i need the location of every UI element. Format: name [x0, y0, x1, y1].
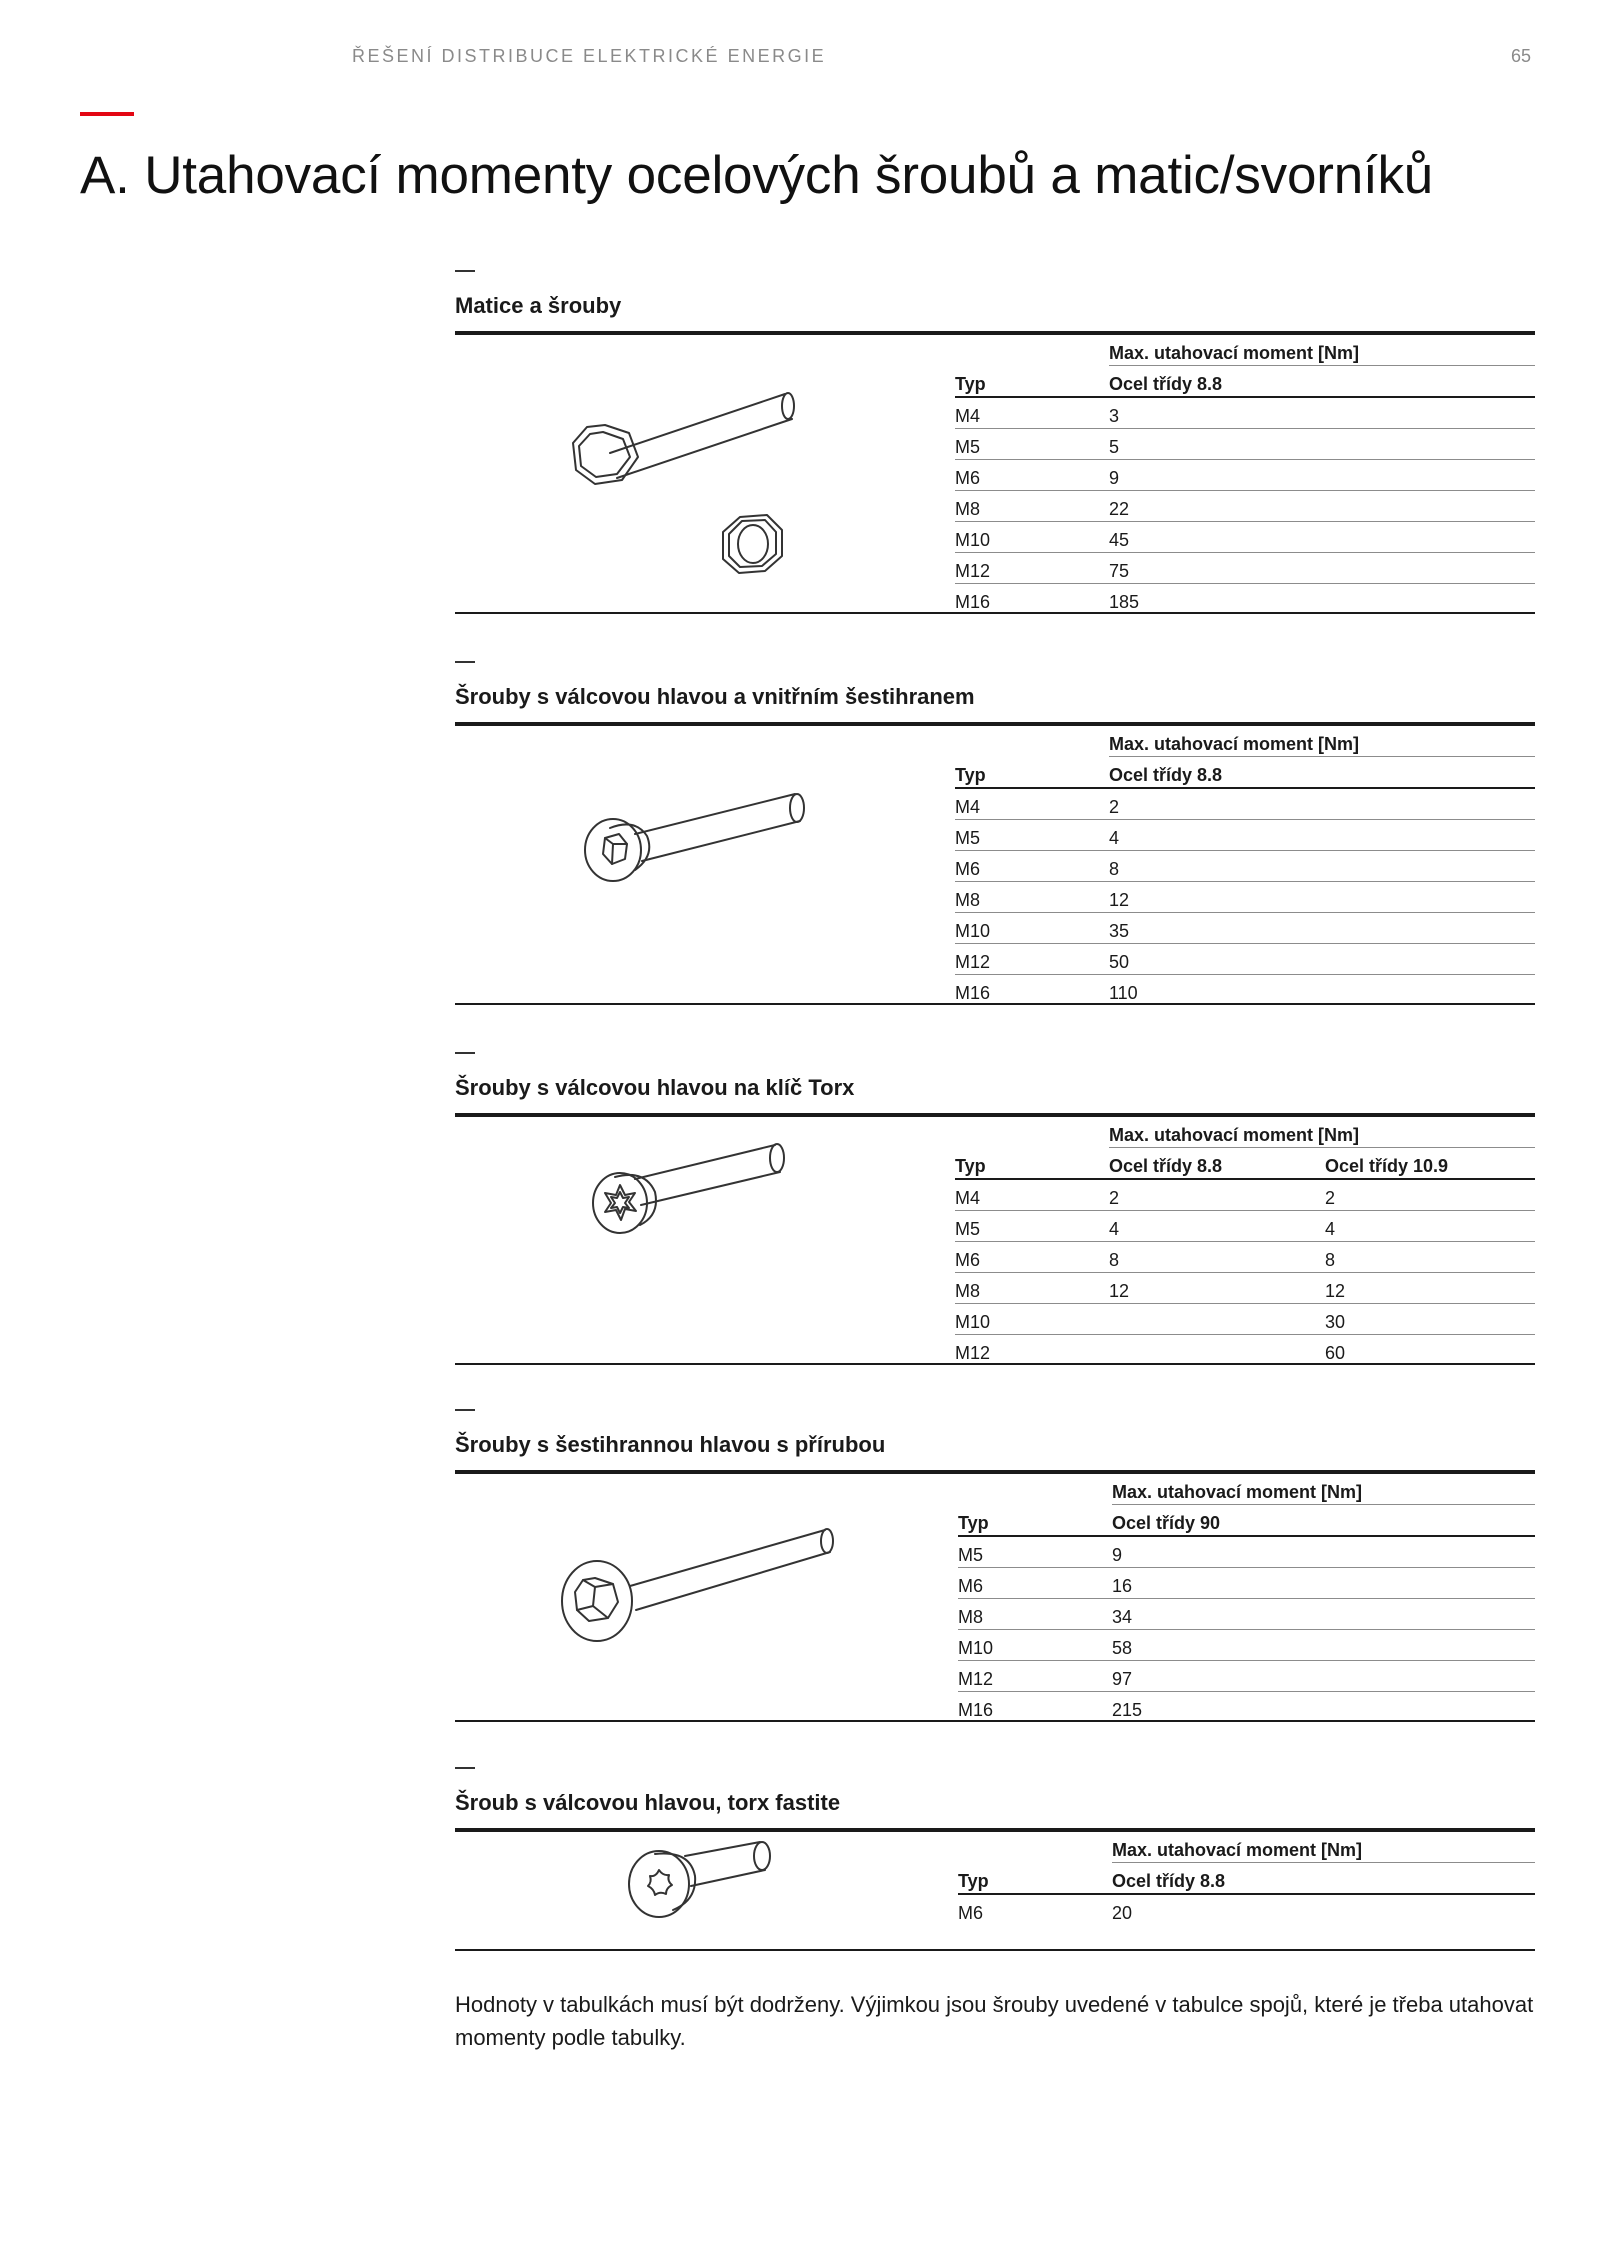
table-row: M4 3	[955, 397, 1535, 429]
table-row: M12 97	[958, 1661, 1535, 1692]
column-header: Ocel třídy 8.8	[1112, 1863, 1535, 1895]
hex-bolt-and-nut-icon	[455, 335, 955, 612]
section-title: Šrouby s válcovou hlavou na klíč Torx	[455, 1075, 855, 1100]
section-title: Šrouby s šestihrannou hlavou s přírubou	[455, 1432, 886, 1457]
section-body	[455, 1828, 1535, 1951]
table-row: M10 35	[955, 913, 1535, 944]
table-row: M12 60	[955, 1343, 1346, 1363]
section-dash	[455, 1409, 475, 1411]
section-body	[455, 331, 1535, 614]
torque-table	[955, 1117, 1535, 1365]
table-row: M6 20	[958, 1903, 1133, 1923]
torque-table	[958, 1832, 1535, 1925]
section-title: Šroub s válcovou hlavou, torx fastite	[455, 1790, 841, 1815]
socket-head-screw-icon	[455, 726, 955, 1003]
table-row: M8 34	[958, 1599, 1535, 1630]
torque-table	[955, 335, 1535, 614]
flange-bolt-icon	[455, 1474, 955, 1720]
table-row: M16 110	[955, 983, 1138, 1003]
table-row: M5 4 4	[955, 1211, 1535, 1242]
table-row: M8 22	[955, 491, 1535, 522]
section-dash	[455, 1767, 475, 1769]
group-header: Max. utahovací moment [Nm]	[1112, 1832, 1535, 1863]
table-row: M6 16	[958, 1568, 1535, 1599]
section-title: Matice a šrouby	[455, 293, 622, 318]
column-header: Ocel třídy 10.9	[1325, 1148, 1535, 1180]
section-dash	[455, 661, 475, 663]
table-row: M12 75	[955, 553, 1535, 584]
group-header: Max. utahovací moment [Nm]	[1109, 335, 1535, 366]
group-header: Max. utahovací moment [Nm]	[1109, 1117, 1535, 1148]
table-row: M12 50	[955, 944, 1535, 975]
footer-note: Hodnoty v tabulkách musí být dodrženy. Výjimkou jsou šrouby uvedené v tabulce spojů, které je třeba utahovat momenty podle tabulky.	[455, 1992, 1534, 2050]
table-row: M10 45	[955, 522, 1535, 553]
section-body	[455, 722, 1535, 1005]
torx-fastite-screw-illustration	[455, 1832, 955, 1949]
column-header: Ocel třídy 90	[1112, 1505, 1535, 1537]
torx-fastite-screw-icon	[455, 1832, 955, 1949]
page-number: 65	[1510, 46, 1531, 66]
table-row: M5 5	[955, 429, 1535, 460]
section-title: Šrouby s válcovou hlavou a vnitřním šestihranem	[455, 684, 975, 709]
accent-bar	[80, 112, 134, 116]
table-row: M16 215	[958, 1700, 1143, 1720]
socket-head-cap-screw-illustration	[455, 726, 955, 1003]
table-row: M8 12	[955, 882, 1535, 913]
running-header: ŘEŠENÍ DISTRIBUCE ELEKTRICKÉ ENERGIE	[352, 46, 827, 66]
group-header: Max. utahovací moment [Nm]	[1112, 1474, 1535, 1505]
table-row: M6 8 8	[955, 1242, 1535, 1273]
column-header: Typ	[958, 1505, 1112, 1537]
flange-hex-bolt-illustration	[455, 1474, 955, 1720]
section-body	[455, 1470, 1535, 1722]
table-row: M5 4	[955, 820, 1535, 851]
hex-bolt-and-nut-illustration	[455, 335, 955, 612]
column-header: Typ	[958, 1863, 1112, 1895]
section-body	[455, 1113, 1535, 1365]
table-row: M10 30	[955, 1304, 1535, 1335]
section-dash	[455, 1052, 475, 1054]
group-header: Max. utahovací moment [Nm]	[1109, 726, 1535, 757]
column-header: Ocel třídy 8.8	[1109, 757, 1535, 789]
table-row: M5 9	[958, 1536, 1535, 1568]
torque-table	[958, 1474, 1535, 1722]
table-row: M6 9	[955, 460, 1535, 491]
column-header: Typ	[955, 757, 1109, 789]
table-row: M4 2	[955, 788, 1535, 820]
torque-table	[955, 726, 1535, 1005]
torx-screw-icon	[455, 1117, 955, 1363]
table-row: M10 58	[958, 1630, 1535, 1661]
table-row: M6 8	[955, 851, 1535, 882]
torx-screw-illustration	[455, 1117, 955, 1363]
table-row: M16 185	[955, 592, 1140, 612]
column-header: Ocel třídy 8.8	[1109, 1148, 1325, 1180]
column-header: Ocel třídy 8.8	[1109, 366, 1535, 398]
section-dash	[455, 270, 475, 272]
column-header: Typ	[955, 366, 1109, 398]
page-title: A. Utahovací momenty ocelových šroubů a matic/svorníků	[80, 146, 1434, 205]
table-row: M8 12 12	[955, 1273, 1535, 1304]
column-header: Typ	[955, 1148, 1109, 1180]
table-row: M4 2 2	[955, 1179, 1535, 1211]
